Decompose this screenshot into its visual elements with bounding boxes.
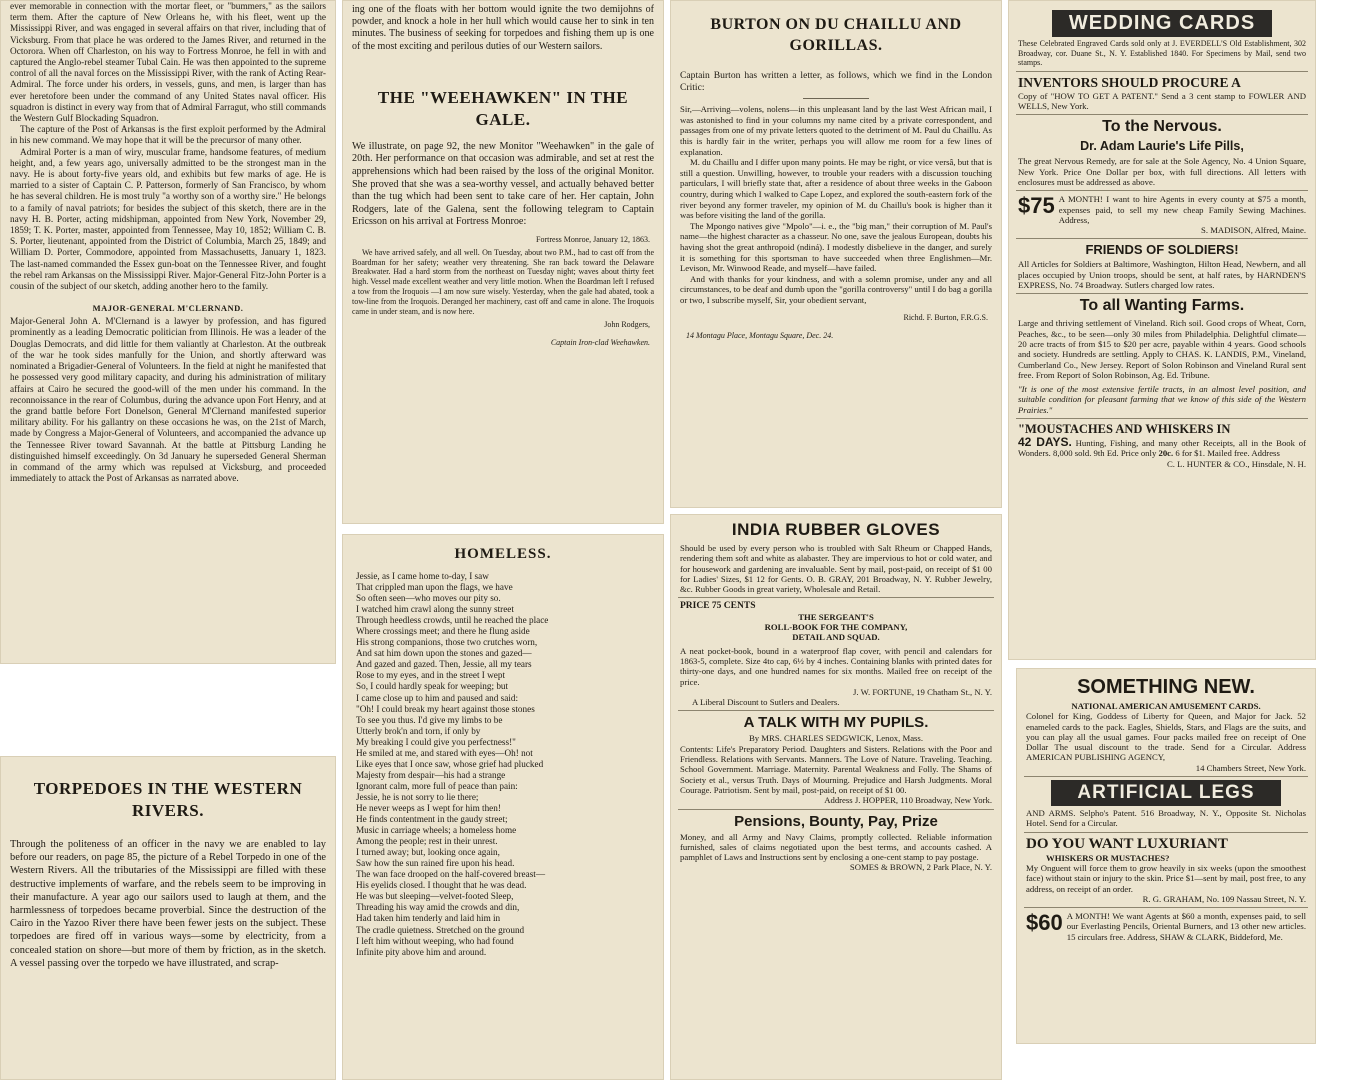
burton-paragraph-4: And with thanks for your kindness, and with a solemn promise, under any and all circumstances, to be deaf and dumb upon the "gorilla controversy" until I do bag a gorilla or two, I subscribe myself, Sir, your obedient servant,	[680, 273, 992, 305]
burton-signature: Richd. F. Burton, F.R.G.S.	[903, 313, 988, 323]
clipping-weehawken	[342, 0, 664, 524]
nervous-body: The great Nervous Remedy, are for sale at the Sole Agency, No. 4 Union Square, New York. Price One Dollar per box, with full directions. All letters with enclosures must be addressed as above.	[1018, 156, 1306, 187]
poem-line: Where crossings meet; and there he flung aside	[356, 626, 530, 637]
whiskers-body: My Onguent will force them to grow heavily in six weeks (upon the smoothest face) without stain or injury to the skin. Price $1—sent by mail, post free, to any address, on receipt of an order.	[1026, 862, 1306, 894]
homeless-poem	[342, 571, 664, 958]
porter-paragraph-1: ever memorable in connection with the mortar fleet, or "bummers," as the sailors term them. After the capture of New Orleans he, with his fleet, went up the Mississippi River, and was engaged in several affairs on that river, including that of Vicksburg. From that place he was ordered to the James River, and returned in the Octorora. When off Charleston, on his way to Fortress Monroe, he fell in with and captured the Anglo-rebel steamer Tubal Cain. He was then appointed to the supreme control of all the naval forces on the Mississippi River, with the rank of Acting Rear-Admiral. The force under his orders, in vessels, guns, and men, is larger than has ever heretofore been under the command of any United States naval officer. His squadron is distinct in every way from that of Admiral Farragut, who still commands the Western Gulf Blockading Squadron.	[10, 2, 326, 125]
poem-line: He smiled at me, and stared with eyes—Oh! not	[356, 747, 533, 758]
moustaches-price: 20c.	[1158, 448, 1174, 459]
poem-line: He never weeps as I wept for him then!	[356, 802, 501, 813]
moustaches-body-line	[1008, 437, 1316, 459]
inventors-body: Copy of "HOW TO GET A PATENT." Send a 3 cent stamp to FOWLER AND WELLS, New York.	[1018, 90, 1306, 112]
madison-signature: S. MADISON, Alfred, Maine.	[1201, 225, 1306, 236]
madison-body: A MONTH! I want to hire Agents in every county at $75 a month, expenses paid, to sell my new cheap Family Sewing Machines. Address,	[1058, 194, 1306, 225]
poem-line: Ignorant calm, more full of peace than pain:	[356, 780, 518, 791]
burton-paragraph-2: M. du Chaillu and I differ upon many points. He may be right, or vice versâ, but that is still a question. Unwilling, however, to trouble your readers with a discussion touching particulars, I will briefly state that, after a residence of about three weeks in the Gaboon country, during which I walked to Cape Lopez, and explored the south-eastern fork of the river beyond any former traveler, my opinion of M. du Chaillu's book is higher than it was before visiting the land of the gorilla.	[680, 157, 992, 221]
divider	[678, 710, 994, 711]
talk-heading: A TALK WITH MY PUPILS.	[743, 714, 929, 732]
something-new-body: Colonel for King, Goddess of Liberty for Queen, and Major for Jack. 52 enameled cards to the pack. Eagles, Shields, Stars, and Flags are the suits, and you can play all the usual games. Four packs mailed free on receipt of One Dollar The usual discount to the trade. Send for a Circular. Address AMERICAN PUBLISHING AGENCY,	[1026, 711, 1306, 763]
nervous-subheading: Dr. Adam Laurie's Life Pills,	[1080, 139, 1244, 154]
divider	[1016, 418, 1308, 419]
poem-line: So, I could hardly speak for weeping; but	[356, 681, 509, 692]
poem-line: Jessie, he is not sorry to lie there;	[356, 791, 479, 802]
poem-line: He finds contentment in the gaudy street;	[356, 814, 508, 825]
india-rubber-heading: INDIA RUBBER GLOVES	[731, 520, 941, 539]
madison-price: $75	[1018, 193, 1055, 219]
whiskers-subheading: WHISKERS OR MUSTACHES?	[1046, 852, 1170, 863]
clipping-ads-right-top	[1008, 0, 1316, 660]
divider	[1016, 293, 1308, 294]
poem-line: Had taken him tenderly and laid him in	[356, 913, 501, 924]
whiskers-signature: R. G. GRAHAM, No. 109 Nassau Street, N. Y.	[1142, 893, 1306, 904]
mcclernand-paragraph: Major-General John A. M'Clernand is a lawyer by profession, and has figured prominently as a leading Democratic politician from Illinois. He was a leader of the Douglas Democrats, and did little for them valiantly at Charleston. At the outbreak of the war he took sides manfully for the Union, and shortly afterward was nominated a Brigadier-General of Volunteers. In the field at night he manifested that he possessed very good military capacity, and during his administration of military affairs at Cairo he secured the good-will of the men under his command. In the reconnoissance in the rear of Columbus, during the advance upon Fort Henry, and at the grand battle before Fort Donelson, General M'Clernand manifested superior military ability. For his gallantry on these occasions he was, on the 21st of March, made by Congress a Major-General of Volunteers, and accompanied the advance up the Tennessee River toward Savannah. At the battle at Pittsburg Landing he distinguished himself exceedingly. On 3d January he superseded General Sherman in command of the army which was repulsed at Vicksburg, and proceeded immediately to attack the Post of Arkansas as narrated above.	[10, 317, 326, 485]
divider	[1024, 832, 1308, 833]
pensions-heading: Pensions, Bounty, Pay, Prize	[734, 812, 938, 830]
poem-line: I watched him crawl along the sunny street	[356, 604, 514, 615]
talk-author: By MRS. CHARLES SEDGWICK, Lenox, Mass.	[748, 733, 923, 744]
farms-quote: "It is one of the most extensive fertile tracts, in an almost level position, and suitable condition for pleasant farming that we know of this side of the Western Prairies."	[1018, 384, 1306, 415]
moustaches-heading: "MOUSTACHES AND WHISKERS IN	[1018, 422, 1231, 437]
porter-paragraph-3: Admiral Porter is a man of wiry, muscular frame, handsome features, of medium height, and, a few years ago, universally admitted to be the strongest man in the navy. He is about forty-five years old, and exhibits but few marks of age. He is married to a sister of Captain C. P. Patterson, formerly of San Francisco, by whom he has several children. He is most truly "a worthy son of a worthy sire." He belongs to a family of naval patriots; for besides the subject of this sketch, there are in the navy H. B. Porter, acting midshipman, appointed from New York, November 29, 1859; T. K. Porter, master, appointed from Tennessee, May 10, 1852; William C. B. S. Porter, lieutenant, appointed from the District of Columbia, March 25, 1849; and William D. Porter, Commodore, appointed from Massachusetts, January 1, 1823. The last-named commanded the Essex gun-boat on the Tennessee River, and fought the rebel ram Arkansas on the Mississippi River. Major-General Fitz-John Porter is a cousin of the subject of our sketch, adding another hero to the family.	[10, 147, 326, 293]
clipping-homeless	[342, 534, 664, 1080]
poem-line: Among the people; rest in their unrest.	[356, 836, 498, 847]
sergeant-signature: J. W. FORTUNE, 19 Chatham St., N. Y.	[853, 686, 992, 697]
something-new-subheading: NATIONAL AMERICAN AMUSEMENT CARDS.	[1071, 701, 1261, 711]
clipping-ads-right-bottom	[1016, 668, 1316, 1044]
homeless-heading: HOMELESS.	[454, 546, 552, 562]
burton-address: 14 Montagu Place, Montagu Square, Dec. 24.	[686, 331, 834, 341]
poem-line: The wan face drooped on the half-covered breast—	[356, 869, 546, 880]
poem-line: His eyelids closed. I thought that he was dead.	[356, 880, 527, 891]
talk-address: Address J. HOPPER, 110 Broadway, New York.	[824, 795, 992, 806]
mcclernand-heading: MAJOR-GENERAL M'CLERNAND.	[92, 303, 244, 314]
friends-body: All Articles for Soldiers at Baltimore, Washington, Hilton Head, Newbern, and all places occupied by Union troops, should be sent, at half rates, by HARNDEN'S EXPRESS, No. 74 Broadway. Sutlers charged low rates.	[1018, 259, 1306, 291]
poem-line: And gazed and gazed. Then, Jessie, all my tears	[356, 659, 532, 670]
divider	[1024, 907, 1308, 908]
friends-heading: FRIENDS OF SOLDIERS!	[1085, 242, 1239, 258]
moustaches-signature: C. L. HUNTER & CO., Hinsdale, N. H.	[1167, 458, 1306, 469]
shaw-body: A MONTH! We want Agents at $60 a month, expenses paid, to sell our Everlasting Pencils, Oriental Burners, and 13 other new articles. 15 circulars free. Address, SHAW & CLARK, Biddeford, Me.	[1066, 911, 1306, 942]
shaw-price: $60	[1026, 910, 1063, 936]
burton-heading: BURTON ON DU CHAILLU AND GORILLAS.	[710, 16, 962, 54]
poem-line: Rose to my eyes, and in the street I wept	[356, 670, 506, 681]
moustaches-body: Hunting, Fishing, and many other Receipts, all in the Book of Wonders. 8,000 sold. 9th Ed. Price only	[1018, 438, 1306, 459]
burton-paragraph-1: Sir,—Arriving—volens, nolens—in this unpleasant land by the last West African mail, I was astonished to find in your columns my name cited by a private correspondent, and passages from one of my private letters quoted to the detriment of M. Paul du Chaillu. As this is hardly fair in the writer, perhaps you will allow me room for a few lines of explanation.	[680, 104, 992, 157]
artificial-legs-banner: ARTIFICIAL LEGS	[1051, 780, 1281, 806]
moustaches-tail: 6 for $1. Mailed free. Address	[1175, 448, 1280, 459]
moustaches-days: 42 DAYS.	[1018, 435, 1072, 450]
poem-line: Threading his way amid the crowds and din,	[356, 902, 520, 913]
torpedo-continuation: ing one of the floats with her bottom would ignite the two demijohns of powder, and knock a hole in her hull which would cause her to sink in ten minutes. The business of seeking for torpedoes and fishing them up is one of the most exciting and perilous duties of our Western sailors.	[352, 4, 654, 52]
talk-body: Contents: Life's Preparatory Period. Daughters and Sisters. Relations with the Poor and Friendless. Relations with Servants. Manners. The Love of Nature. Traveling. Teaching. School Government. Marriage. Maternity. Parental Weakness and Folly. The Shams of Society et al., versus Truth. Days of Mourning. Prejudice and Harsh Judgments. Moral Courage. Patriotism. Sent by mail, post-paid, on receipt of $1 00.	[680, 743, 992, 795]
pensions-signature: SOMES & BROWN, 2 Park Place, N. Y.	[849, 862, 992, 873]
something-new-signature: 14 Chambers Street, New York.	[1195, 762, 1306, 773]
poem-line: Through heedless crowds, until he reached the place	[356, 615, 549, 626]
burton-paragraph-3: The Mpongo natives give "Mpolo"—i. e., the "big man," their corruption of M. Paul's name—the highest character as a chasseur. No one, save the jealous European, doubts his having shot the great anthropoid (ndiná). I modestly disbelieve in the danger, and surely it is something for this sportsman to have succeeded when three Englishmen—Mr. Levison, Mr. Winwood Reade, and myself—have failed.	[680, 220, 992, 274]
poem-line: Saw how the sun rained fire upon his head.	[356, 858, 515, 869]
clipping-porter-mcclernand	[0, 0, 336, 664]
poem-line: I came close up to him and paused and said:	[356, 692, 519, 703]
signature-title: Captain Iron-clad Weehawken.	[550, 338, 650, 348]
burton-intro: Captain Burton has written a letter, as follows, which we find in the London Critic:	[680, 70, 992, 93]
poem-line: Like eyes that I once saw, whose grief had plucked	[356, 758, 544, 769]
divider	[1016, 238, 1308, 239]
divider	[1024, 776, 1308, 777]
inventors-heading: INVENTORS SHOULD PROCURE A	[1018, 74, 1241, 90]
divider	[678, 597, 994, 598]
poem-line: Utterly brok'n and torn, if only by	[356, 725, 481, 736]
divider	[1016, 71, 1308, 72]
divider	[1016, 190, 1308, 191]
telegram-dateline: Fortress Monroe, January 12, 1863.	[536, 234, 650, 244]
weehawken-paragraph: We illustrate, on page 92, the new Monitor "Weehawken" in the gale of 20th. Her performance on that occasion was admirable, and set at rest the apprehensions which had been raised by the loss of the original Monitor. She proved that she was a sea-worthy vessel, and actually behaved better than the tug which had been sent to take care of her. Her captain, John Rodgers, late of the Galena, sent the following telegram to Captain Ericsson on his arrival at Fortress Monroe:	[352, 140, 654, 228]
farms-heading: To all Wanting Farms.	[1079, 297, 1245, 315]
poem-line: Majesty from despair—his had a strange	[356, 769, 506, 780]
poem-line: The cradle quietness. Stretched on the ground	[356, 924, 525, 935]
poem-line: To see you thus. I'd give my limbs to be	[356, 714, 503, 725]
sergeant-title-2: ROLL-BOOK FOR THE COMPANY,	[764, 622, 908, 633]
poem-line: Infinite pity above him and around.	[356, 946, 487, 957]
signature-name: John Rodgers,	[604, 320, 650, 330]
poem-line: He was but sleeping—velvet-footed Sleep,	[356, 891, 514, 902]
poem-line: And sat him down upon the stones and gazed—	[356, 648, 532, 659]
artificial-legs-body: AND ARMS. Selpho's Patent. 516 Broadway, N. Y., Opposite St. Nicholas Hotel. Send for a Circular.	[1026, 808, 1306, 829]
price-line: PRICE 75 CENTS	[680, 601, 756, 612]
poem-line: Music in carriage wheels; a homeless home	[356, 825, 517, 836]
sergeant-discount: A Liberal Discount to Sutlers and Dealers.	[692, 697, 840, 708]
poem-line: I left him without weeping, who had found	[356, 935, 514, 946]
divider	[678, 809, 994, 810]
wedding-cards-banner: WEDDING CARDS	[1052, 10, 1272, 37]
poem-line: I turned away; but, looking once again,	[356, 847, 500, 858]
something-new-heading: SOMETHING NEW.	[1077, 676, 1255, 698]
divider	[1016, 114, 1308, 115]
poem-line: Jessie, as I came home to-day, I saw	[356, 571, 489, 581]
whiskers-heading: DO YOU WANT LUXURIANT	[1026, 835, 1228, 852]
poem-line: My breaking I could give you perfectness!"	[356, 736, 516, 747]
nervous-heading: To the Nervous.	[1102, 118, 1222, 136]
poem-line: His strong companions, those two crutches worn,	[356, 637, 538, 648]
pensions-body: Money, and all Army and Navy Claims, promptly collected. Reliable information furnished, sales of claims negotiated upon the best terms, and accounts cashed. A pamphlet of Laws and Instructions sent by enclosing a one-cent stamp to pay postage.	[680, 831, 992, 863]
farms-body: Large and thriving settlement of Vineland. Rich soil. Good crops of Wheat, Corn, Peaches, &c., to be seen—only 30 miles from Philadelphia. Delightful climate—20 acre tracts of from $15 to $20 per acre, payable within 4 years. Good schools and society. Hundreds are settling. Apply to CHAS. K. LANDIS, P.M., Vineland, Cumberland Co., New Jersey. Report of Solon Robinson and Vineland Rural sent free. From Report of Solon Robinson, Ag. Ed. Tribune.	[1018, 318, 1306, 380]
sergeant-title-1: THE SERGEANT'S	[798, 611, 874, 622]
torpedoes-paragraph: Through the politeness of an officer in the navy we are enabled to lay before our readers, on page 85, the picture of a Rebel Torpedo in one of the Western Rivers. All the tributaries of the Mississippi are filled with these destructive implements of warfare, and the rebels seem to be improving in their manufacture. A year ago our sailors used to laugh at them, and the harmlessness of torpedoes became proverbial. Since the destruction of the Cairo in the Yazoo River there have been fewer jests on the subject. These torpedoes are fired off in various ways—some by electricity, from a concealed station on shore—but more of them by friction, as in the sketch. A vessel passing over the torpedo we have illustrated, and scrap-	[10, 839, 326, 969]
porter-paragraph-2: The capture of the Post of Arkansas is the first exploit performed by the Admiral in his new command. We may hope that it will be the precursor of many other.	[10, 125, 326, 147]
clipping-torpedoes	[0, 756, 336, 1080]
divider	[803, 98, 869, 99]
sergeant-title-3: DETAIL AND SQUAD.	[792, 632, 880, 643]
wedding-cards-body: These Celebrated Engraved Cards sold only at J. EVERDELL'S Old Establishment, 302 Broadway, cor. Duane St., N. Y. Established 1840. For Specimens by Mail, send two stamps.	[1018, 39, 1306, 68]
sergeant-body: A neat pocket-book, bound in a waterproof flap cover, with pencil and calendars for 1863-5, complete. Size 4to cap, 6½ by 4 inches. Containing blanks with printed dates for thirty-one days, and one hundred names for six months. Mailed free on receipt of the price.	[680, 645, 992, 687]
weehawken-heading: THE "WEEHAWKEN" IN THE GALE.	[377, 87, 629, 129]
india-rubber-body: Should be used by every person who is troubled with Salt Rheum or Chapped Hands, rendering them soft and white as alabaster. They are impervious to hot or cold water, and for housework and gardening are invaluable. Sent by mail, post-paid, on receipt of $1 00 for Ladies' Sizes, $1 12 for Gents. O. B. GRAY, 201 Broadway, N. Y. Rubber Jewelry, &c. Rubber Goods in great variety, Wholesale and Retail.	[680, 543, 992, 595]
clipping-ads-middle	[670, 514, 1002, 1080]
torpedoes-heading: TORPEDOES IN THE WESTERN RIVERS.	[33, 779, 303, 820]
poem-line: That crippled man upon the flags, we have	[356, 582, 513, 593]
poem-line: So often seen—who moves our pity so.	[356, 593, 501, 604]
poem-line: "Oh! I could break my heart against those stones	[356, 703, 535, 714]
telegram-body: We have arrived safely, and all well. On Tuesday, about two P.M., had to cast off from the Boardman for her safety; weather very threatening. She ran back toward the Delaware Breakwater. Had a hard storm from the northeast on Tuesday night; waves about thirty feet high. Vessel made excellent weather and very little motion. When the Boardman left I refused a tow from the Iroquois —I am now sure wisely. Yesterday, when the gale had abated, took a tow-line from the Iroquois. Deranged her machinery, cast off and came in alone. The Iroquois came in under steam, and is now here.	[352, 247, 654, 316]
clipping-burton	[670, 0, 1002, 508]
